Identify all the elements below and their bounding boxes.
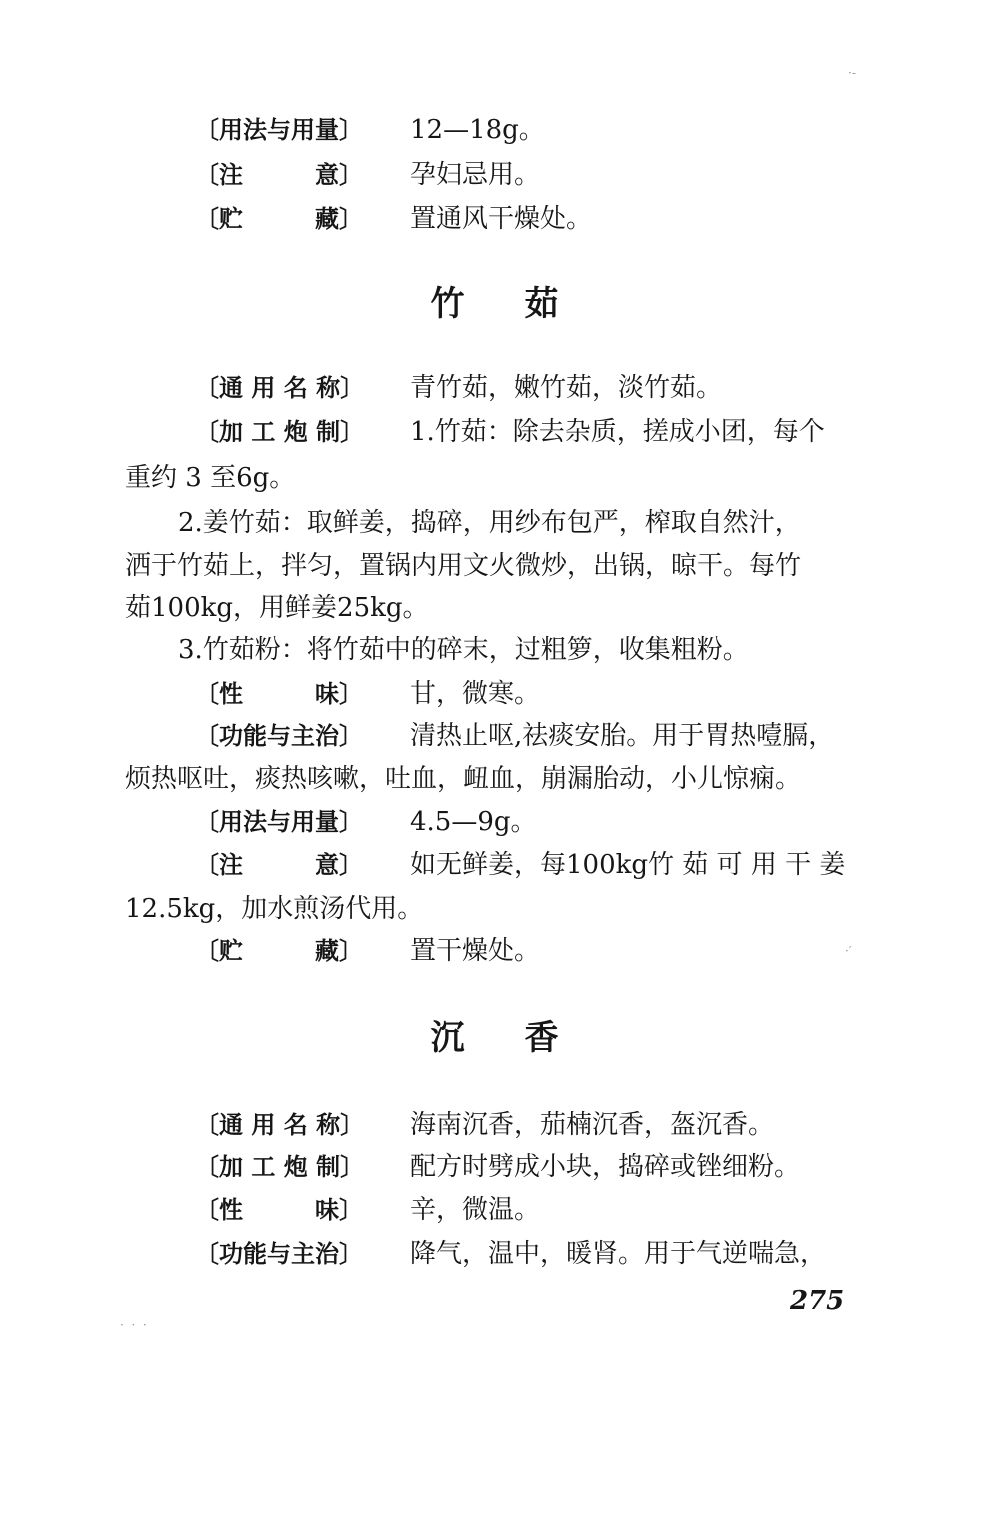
row-value: 清热止呕,祛痰安胎。用于胃热噎膈， xyxy=(410,721,835,751)
processing-row xyxy=(0,1150,989,1184)
row-value: 12—18g。 xyxy=(410,115,545,145)
title-char: 香 xyxy=(524,1018,559,1058)
common-name-row xyxy=(0,371,989,405)
row-label: 〔用法与用量〕 xyxy=(195,116,363,144)
caution-row xyxy=(0,158,989,192)
nature-row xyxy=(0,677,989,711)
row-value: 如无鲜姜，每100kg竹 茹 可 用 干 姜 xyxy=(410,850,846,880)
row-label: 〔功能与主治〕 xyxy=(195,722,363,750)
row-value: 孕妇忌用。 xyxy=(410,160,541,190)
page-number: 275 xyxy=(790,1286,845,1316)
paragraph-line: 3.竹茹粉：将竹茹中的碎末，过粗箩，收集粗粉。 xyxy=(178,635,749,665)
paragraph-line: 烦热呕吐，痰热咳嗽，吐血，衄血，崩漏胎动，小儿惊痫。 xyxy=(125,764,802,794)
paragraph-line: 2.姜竹茹：取鲜姜，捣碎，用纱布包严，榨取自然汁， xyxy=(178,508,801,538)
row-label: 〔注 意〕 xyxy=(195,161,363,189)
function-row xyxy=(0,1237,989,1271)
storage-row xyxy=(0,202,989,236)
row-value: 置通风干燥处。 xyxy=(410,204,593,234)
row-value: 青竹茹，嫩竹茹，淡竹茹。 xyxy=(410,373,723,403)
row-value: 甘，微寒。 xyxy=(410,679,541,709)
row-value: 置干燥处。 xyxy=(410,936,541,966)
scan-speck: ·′ xyxy=(845,944,852,958)
processing-row xyxy=(0,415,989,449)
paragraph-line: 12.5kg，加水煎汤代用。 xyxy=(125,894,424,924)
entry-title-zhuru xyxy=(0,282,989,326)
title-char: 竹 xyxy=(430,284,465,324)
row-value: 辛，微温。 xyxy=(410,1195,541,1225)
row-label: 〔通 用 名 称〕 xyxy=(195,1111,365,1139)
paragraph-line: 重约 3 至6g。 xyxy=(125,463,296,493)
row-label: 〔用法与用量〕 xyxy=(195,808,363,836)
scan-speck: · · · xyxy=(120,1318,147,1332)
caution-row xyxy=(0,848,989,882)
row-label: 〔加 工 炮 制〕 xyxy=(195,1153,365,1181)
row-value: 海南沉香，茄楠沉香，盔沉香。 xyxy=(410,1110,775,1140)
common-name-row xyxy=(0,1108,989,1142)
entry-title-chenxiang xyxy=(0,1016,989,1060)
dosage-row xyxy=(0,805,989,839)
row-label: 〔性 味〕 xyxy=(195,680,363,708)
row-value: 1.竹茹：除去杂质，搓成小团，每个 xyxy=(410,417,825,447)
nature-row xyxy=(0,1193,989,1227)
row-value: 配方时劈成小块，捣碎或锉细粉。 xyxy=(410,1152,801,1182)
row-label: 〔贮 藏〕 xyxy=(195,205,363,233)
row-label: 〔注 意〕 xyxy=(195,851,363,879)
storage-row xyxy=(0,934,989,968)
dosage-row xyxy=(0,113,989,147)
row-label: 〔通 用 名 称〕 xyxy=(195,374,365,402)
row-label: 〔加 工 炮 制〕 xyxy=(195,418,365,446)
row-value: 4.5—9g。 xyxy=(410,807,537,837)
paragraph-line: 洒于竹茹上，拌匀，置锅内用文火微炒，出锅，晾干。每竹 xyxy=(125,551,802,581)
row-label: 〔性 味〕 xyxy=(195,1196,363,1224)
function-row xyxy=(0,719,989,753)
paragraph-line: 茹100kg，用鲜姜25kg。 xyxy=(125,593,429,623)
title-char: 沉 xyxy=(430,1018,465,1058)
row-label: 〔贮 藏〕 xyxy=(195,937,363,965)
scan-speck: ·- xyxy=(848,66,856,80)
row-label: 〔功能与主治〕 xyxy=(195,1240,363,1268)
title-char: 茹 xyxy=(524,284,559,324)
row-value: 降气，温中，暖肾。用于气逆喘急， xyxy=(410,1239,827,1269)
